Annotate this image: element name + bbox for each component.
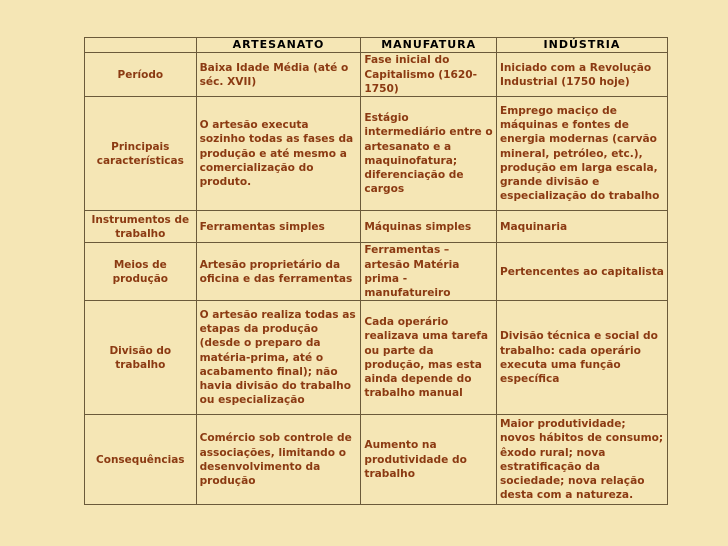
cell-artesanato: O artesão executa sozinho todas as fases da produção e até mesmo a comercialização do produto. [196,97,361,211]
table-row-periodo [85,53,668,97]
cell-industria: Pertencentes ao capitalista [496,243,667,301]
cell-manufatura: Aumento na produtividade do trabalho [361,415,497,505]
cell-industria: Maquinaria [496,211,667,243]
cell-industria: Maior produtividade; novos hábitos de consumo; êxodo rural; nova estratificação da sociedade; nova relação desta com a natureza. [496,415,667,505]
table-row-consequencias [85,415,668,505]
header-manufatura: MANUFATURA [361,38,497,53]
table-row-divisao [85,301,668,415]
cell-manufatura: Máquinas simples [361,211,497,243]
row-label: Consequências [85,415,197,505]
table-row-instrumentos [85,211,668,243]
header-industria: INDÚSTRIA [496,38,667,53]
cell-manufatura: Ferramentas – artesão Matéria prima - manufatureiro [361,243,497,301]
cell-artesanato: Comércio sob controle de associações, limitando o desenvolvimento da produção [196,415,361,505]
cell-artesanato: Artesão proprietário da oficina e das ferramentas [196,243,361,301]
cell-manufatura: Estágio intermediário entre o artesanato e a maquinofatura; diferenciação de cargos [361,97,497,211]
cell-artesanato: O artesão realiza todas as etapas da produção (desde o preparo da matéria-prima, até o acabamento final); não havia divisão do trabalho ou especialização [196,301,361,415]
row-label: Meios de produção [85,243,197,301]
header-empty-cell [85,38,197,53]
row-label: Principais características [85,97,197,211]
row-label: Divisão do trabalho [85,301,197,415]
cell-industria: Emprego maciço de máquinas e fontes de energia modernas (carvão mineral, petróleo, etc.), produção em larga escala, grande divisão e especialização do trabalho [496,97,667,211]
comparison-table [84,37,668,505]
row-label: Instrumentos de trabalho [85,211,197,243]
header-row [85,38,668,53]
table-row-meios [85,243,668,301]
cell-artesanato: Baixa Idade Média (até o séc. XVII) [196,53,361,97]
cell-industria: Divisão técnica e social do trabalho: cada operário executa uma função específica [496,301,667,415]
header-artesanato: ARTESANATO [196,38,361,53]
row-label: Período [85,53,197,97]
cell-manufatura: Fase inicial do Capitalismo (1620-1750) [361,53,497,97]
table-row-caracteristicas [85,97,668,211]
cell-industria: Iniciado com a Revolução Industrial (1750 hoje) [496,53,667,97]
cell-artesanato: Ferramentas simples [196,211,361,243]
cell-manufatura: Cada operário realizava uma tarefa ou parte da produção, mas esta ainda depende do trabalho manual [361,301,497,415]
